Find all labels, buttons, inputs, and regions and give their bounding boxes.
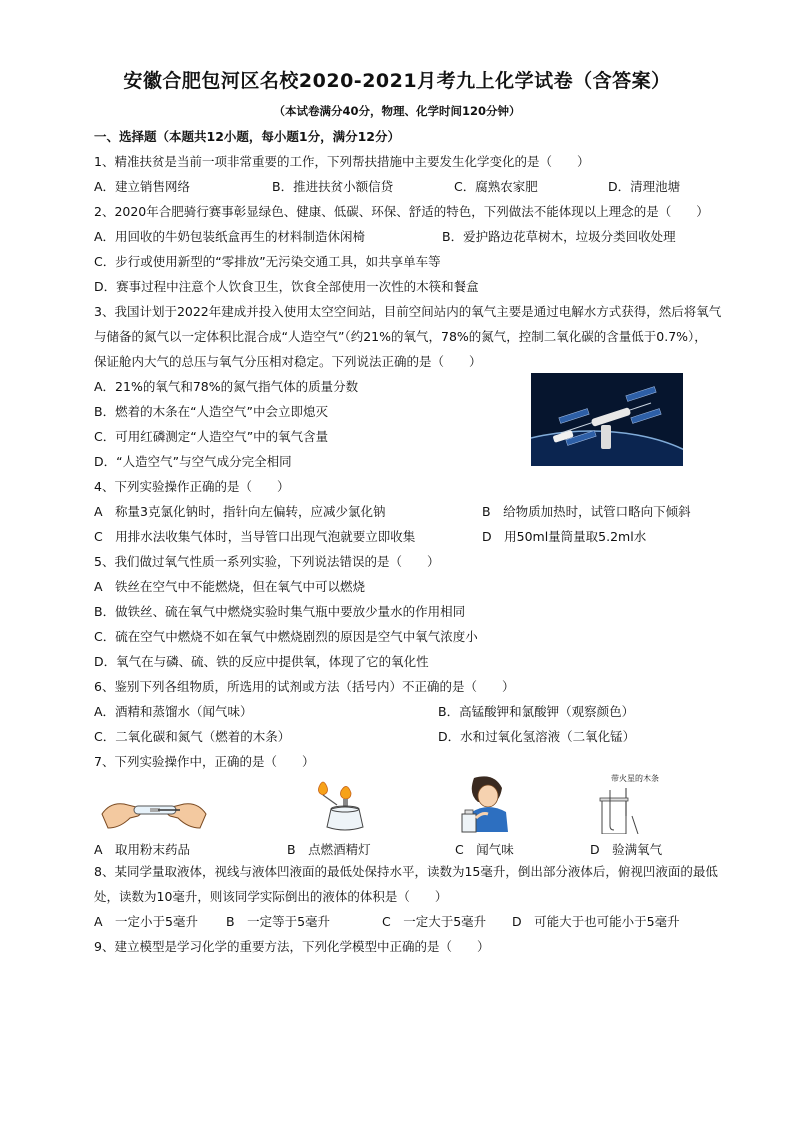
q5-option-b: B．做铁丝、硫在氧气中燃烧实验时集气瓶中要放少量水的作用相同 bbox=[94, 604, 466, 619]
q1-option-d: D．清理池塘 bbox=[608, 179, 681, 194]
q8-option-a: A 一定小于5毫升 bbox=[94, 914, 199, 929]
alcohol-lamp-figure bbox=[305, 775, 367, 833]
q8-stem-line2: 处，读数为10毫升，则该同学实际倒出的液体的体积是（ ） bbox=[94, 889, 448, 904]
q7-option-a: A 取用粉末药品 bbox=[94, 842, 191, 857]
q1-option-c: C．腐熟农家肥 bbox=[454, 179, 538, 194]
space-station-image bbox=[531, 373, 683, 466]
q6-option-b: B．高锰酸钾和氯酸钾（观察颜色） bbox=[438, 704, 635, 719]
q4-option-a: A 称量3克氯化钠时，指针向左偏转，应减少氯化钠 bbox=[94, 504, 386, 519]
oxygen-test-figure bbox=[596, 786, 658, 834]
q3-stem-line2: 与储备的氮气以一定体积比混合成“人造空气”（约21%的氧气，78%的氮气，控制二氧化碳的含量低于0.7%）， bbox=[94, 329, 707, 344]
q2-option-a: A．用回收的牛奶包装纸盒再生的材料制造休闲椅 bbox=[94, 229, 366, 244]
q8-option-c: C 一定大于5毫升 bbox=[382, 914, 487, 929]
q3-option-c: C．可用红磷测定“人造空气”中的氧气含量 bbox=[94, 429, 329, 444]
q7-option-d: D 验满氧气 bbox=[590, 842, 663, 857]
q5-option-a: A 铁丝在空气中不能燃烧，但在氧气中可以燃烧 bbox=[94, 579, 366, 594]
glowing-splint-label: 带火星的木条 bbox=[611, 774, 659, 783]
section-heading: 一、选择题（本题共12小题，每小题1分，满分12分） bbox=[94, 129, 400, 144]
q5-option-c: C．硫在空气中燃烧不如在氧气中燃烧剧烈的原因是空气中氧气浓度小 bbox=[94, 629, 478, 644]
q9-stem: 9、建立模型是学习化学的重要方法，下列化学模型中正确的是（ ） bbox=[94, 939, 490, 954]
q4-stem: 4、下列实验操作正确的是（ ） bbox=[94, 479, 290, 494]
q6-option-c: C．二氧化碳和氮气（燃着的木条） bbox=[94, 729, 291, 744]
q6-option-a: A．酒精和蒸馏水（闻气味） bbox=[94, 704, 253, 719]
q5-option-d: D．氧气在与磷、硫、铁的反应中提供氧，体现了它的氧化性 bbox=[94, 654, 429, 669]
page-title: 安徽合肥包河区名校2020-2021月考九上化学试卷（含答案） bbox=[123, 70, 671, 92]
q4-option-d: D 用50ml量筒量取5.2ml水 bbox=[482, 529, 647, 544]
q8-option-b: B 一定等于5毫升 bbox=[226, 914, 331, 929]
q8-option-d: D 可能大于也可能小于5毫升 bbox=[512, 914, 680, 929]
q3-stem-line3: 保证舱内大气的总压与氧气分压相对稳定。下列说法正确的是（ ） bbox=[94, 354, 482, 369]
q1-stem: 1、精准扶贫是当前一项非常重要的工作，下列帮扶措施中主要发生化学变化的是（ ） bbox=[94, 154, 590, 169]
powder-sampling-figure bbox=[100, 784, 208, 836]
q3-option-a: A．21%的氧气和78%的氮气指气体的质量分数 bbox=[94, 379, 359, 394]
q7-stem: 7、下列实验操作中，正确的是（ ） bbox=[94, 754, 315, 769]
q7-option-b: B 点燃酒精灯 bbox=[287, 842, 371, 857]
q6-option-d: D．水和过氧化氢溶液（二氧化锰） bbox=[438, 729, 636, 744]
q2-option-c: C．步行或使用新型的“零排放”无污染交通工具，如共享单车等 bbox=[94, 254, 441, 269]
q8-stem-line1: 8、某同学量取液体，视线与液体凹液面的最低处保持水平，读数为15毫升，倒出部分液体后，俯视凹液面的最低 bbox=[94, 864, 718, 879]
q1-option-a: A．建立销售网络 bbox=[94, 179, 191, 194]
q1-option-b: B．推进扶贫小额信贷 bbox=[272, 179, 394, 194]
q3-stem-line1: 3、我国计划于2022年建成并投入使用太空空间站，目前空间站内的氧气主要是通过电解水方式获得，然后将氧气 bbox=[94, 304, 722, 319]
q6-stem: 6、鉴别下列各组物质，所选用的试剂或方法（括号内）不正确的是（ ） bbox=[94, 679, 515, 694]
q2-stem: 2、2020年合肥骑行赛事彰显绿色、健康、低碳、环保、舒适的特色，下列做法不能体现以上理念的是（ ） bbox=[94, 204, 709, 219]
q4-option-b: B 给物质加热时，试管口略向下倾斜 bbox=[482, 504, 691, 519]
q5-stem: 5、我们做过氧气性质一系列实验，下列说法错误的是（ ） bbox=[94, 554, 440, 569]
q3-option-d: D．“人造空气”与空气成分完全相同 bbox=[94, 454, 292, 469]
q4-option-c: C 用排水法收集气体时，当导管口出现气泡就要立即收集 bbox=[94, 529, 416, 544]
q3-option-b: B．燃着的木条在“人造空气”中会立即熄灭 bbox=[94, 404, 329, 419]
q7-option-c: C 闻气味 bbox=[455, 842, 514, 857]
exam-note: （本试卷满分40分，物理、化学时间120分钟） bbox=[273, 104, 521, 118]
q2-option-b: B．爱护路边花草树木，垃圾分类回收处理 bbox=[442, 229, 676, 244]
smelling-gas-figure bbox=[460, 774, 512, 834]
q2-option-d: D．赛事过程中注意个人饮食卫生，饮食全部使用一次性的木筷和餐盒 bbox=[94, 279, 479, 294]
